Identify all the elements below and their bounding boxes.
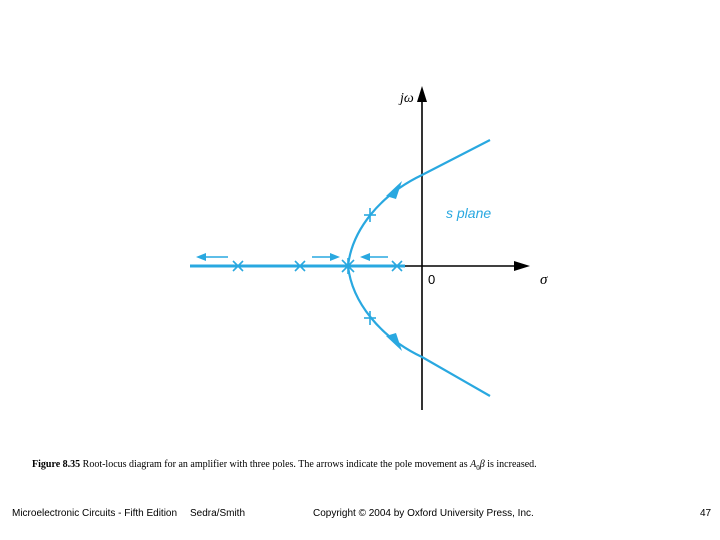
origin-label: 0 — [428, 272, 436, 287]
left-arrow — [196, 253, 228, 261]
upper-branch-arrow — [386, 181, 402, 199]
right-arrow-to-breakaway — [312, 253, 340, 261]
footer-page-number: 47 — [700, 508, 712, 519]
caption-symbol-a: A — [470, 459, 477, 470]
s-plane-label — [446, 205, 491, 221]
real-axis-arrowhead — [514, 261, 530, 271]
caption-symbol-beta: β — [479, 459, 485, 470]
caption-text-after: is increased. — [484, 459, 537, 470]
lower-branch — [348, 266, 490, 396]
footer-book-title: Microelectronic Circuits - Fifth Edition — [12, 508, 178, 519]
real-axis-label: σ — [540, 272, 548, 288]
caption-text-before: Root-locus diagram for an amplifier with three poles. The arrows indicate the pole movement as — [82, 459, 471, 470]
caption-symbol-sub: 0 — [476, 464, 480, 472]
s-plane-label-text: s plane — [446, 205, 492, 221]
figure-caption — [32, 459, 712, 472]
footer-copyright: Copyright © 2004 by Oxford University Press, Inc. — [313, 508, 534, 519]
lower-branch-arrow — [386, 333, 402, 351]
left-arrow-to-breakaway — [360, 253, 388, 261]
footer-authors: Sedra/Smith — [190, 508, 246, 519]
figure-number: Figure 8.35 — [32, 459, 81, 470]
imaginary-axis-arrowhead — [417, 86, 427, 102]
imaginary-axis-label: jω — [400, 91, 414, 106]
upper-branch — [348, 140, 490, 266]
